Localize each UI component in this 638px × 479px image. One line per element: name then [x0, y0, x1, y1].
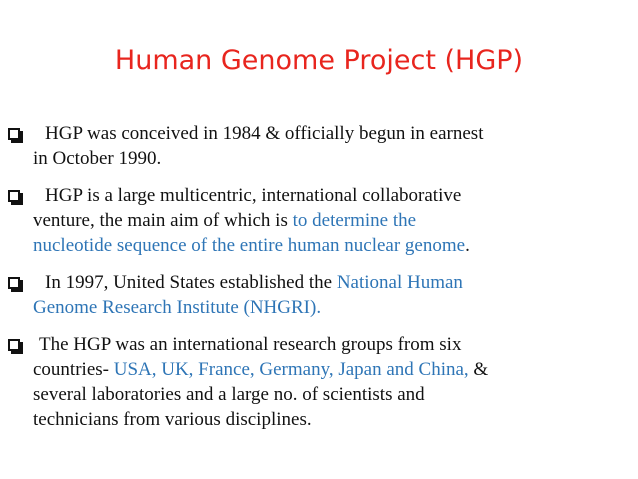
checkbox-square-icon	[8, 339, 20, 351]
highlight-text: to determine the	[292, 210, 417, 231]
bullet-text-line: several laboratories and a large no. of scientists and	[33, 384, 425, 405]
highlight-text: Genome Research Institute (NHGRI).	[33, 297, 322, 318]
checkbox-square-icon	[8, 277, 20, 289]
bullet-item	[8, 183, 608, 258]
bullet-text-line: in October 1990.	[33, 148, 162, 169]
bullet-item	[8, 332, 608, 432]
bullet-text-line: technicians from various disciplines.	[33, 409, 312, 430]
checkbox-square-icon	[8, 190, 20, 202]
bullet-text-line: The HGP was an international research groups from six	[39, 334, 462, 355]
highlight-text: National Human	[336, 272, 463, 293]
bullet-text-line	[45, 270, 608, 295]
bullet-text-segment: &	[468, 359, 489, 380]
bullet-item	[8, 270, 608, 320]
bullet-text-segment: In 1997, United States established the	[45, 272, 337, 293]
bullet-text-line: HGP is a large multicentric, international collaborative	[45, 185, 462, 206]
bullet-text-line	[33, 233, 608, 258]
slide-title: Human Genome Project (HGP)	[114, 45, 524, 76]
highlight-text: USA, UK, France, Germany, Japan and China,	[113, 359, 469, 380]
bullet-text-line	[33, 357, 608, 382]
bullet-text-line: HGP was conceived in 1984 & officially begun in earnest	[45, 123, 484, 144]
bullet-text-segment: .	[465, 235, 470, 256]
bullet-text-segment: venture, the main aim of which is	[33, 210, 293, 231]
bullet-text-line	[33, 208, 608, 233]
bullet-text-segment: countries-	[33, 359, 114, 380]
bullet-item	[8, 121, 608, 171]
highlight-text: nucleotide sequence of the entire human nuclear genome	[33, 235, 466, 256]
checkbox-square-icon	[8, 128, 20, 140]
